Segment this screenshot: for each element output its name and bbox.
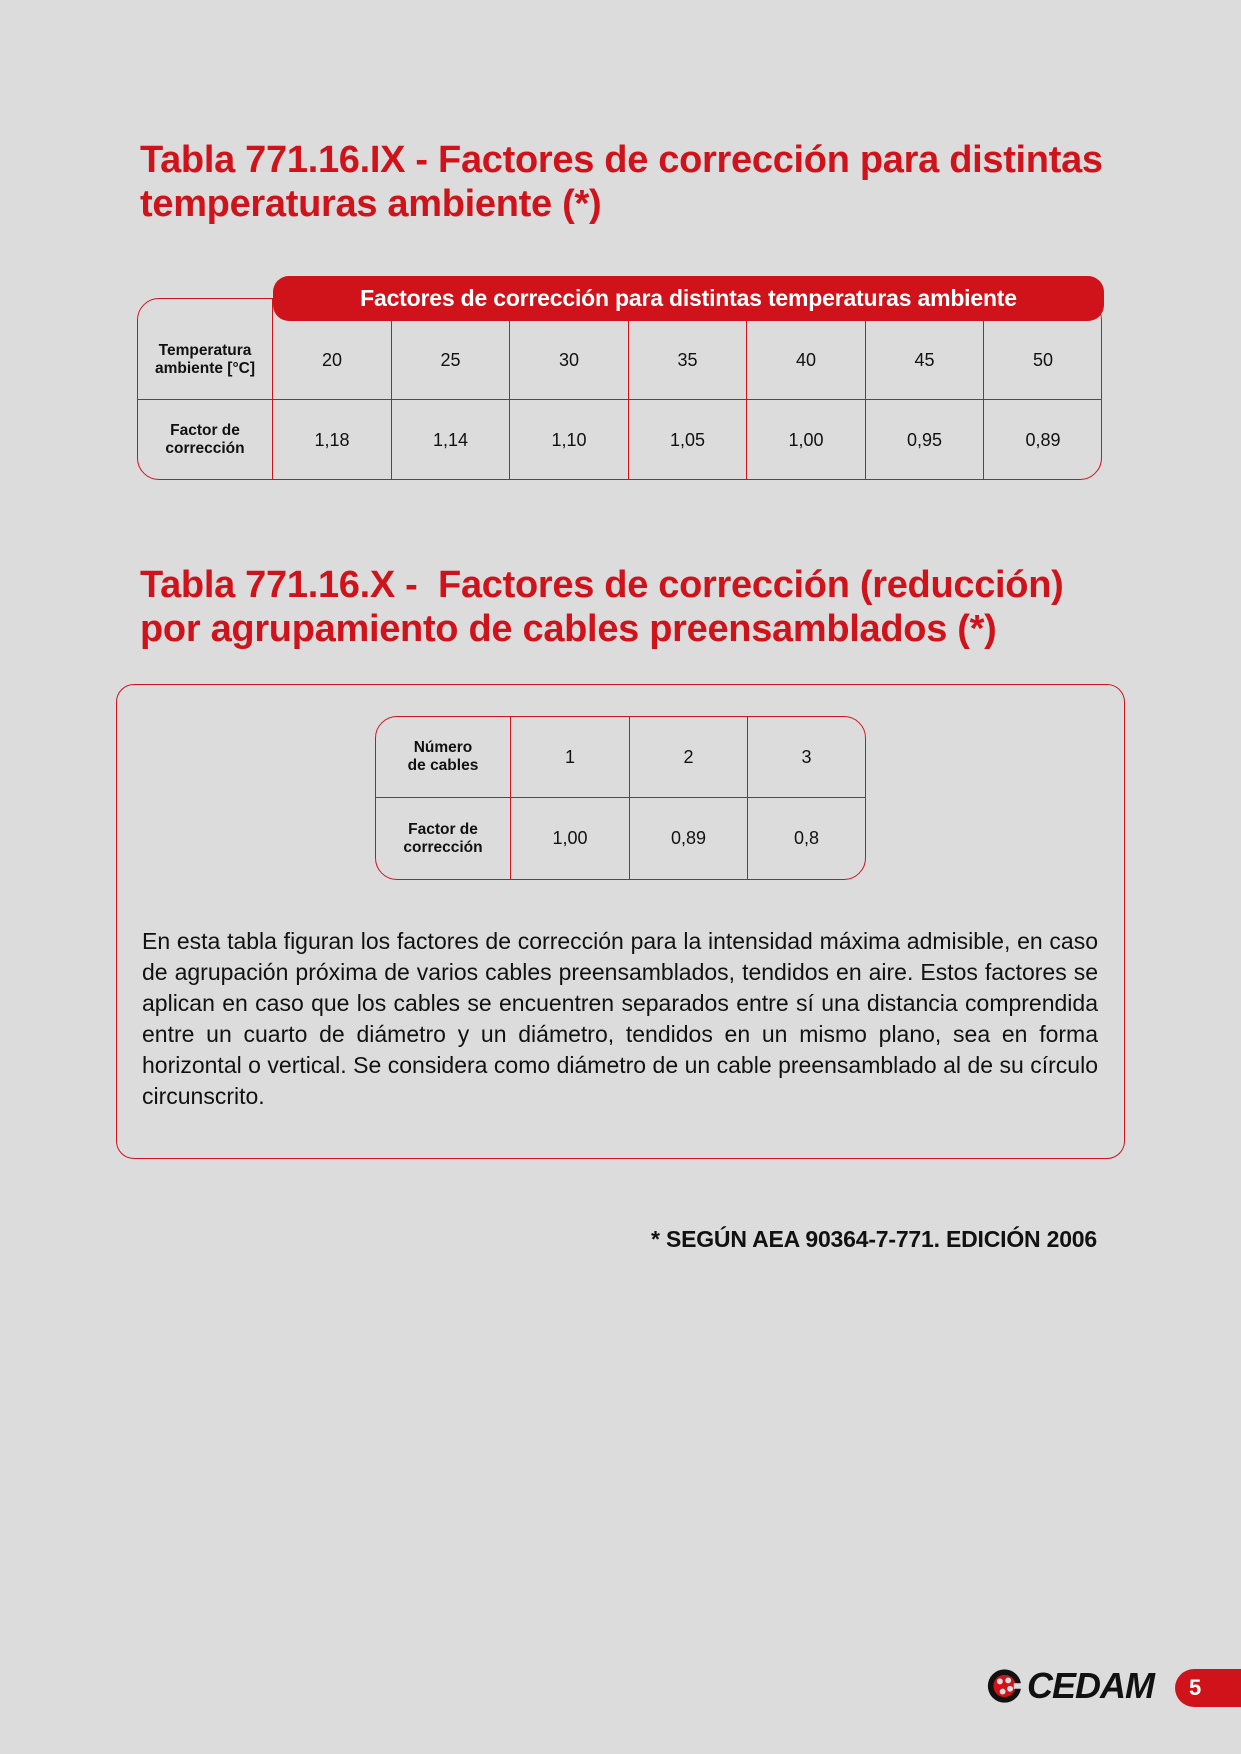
brand-name: CEDAM xyxy=(1027,1665,1154,1706)
cables-cell: 3 xyxy=(801,746,812,767)
cables-cell: 1 xyxy=(564,746,575,767)
cables-cell: 2 xyxy=(683,746,694,767)
explanation-paragraph: En esta tabla figuran los factores de corrección para la intensidad máxima admisible, en caso de agrupación próxima de varios cables preensamblados, tendidos en aire. Estos factores se aplican en caso que los cables se encuentren separados entre sí una distancia comprendida entre un cuarto de diámetro y un diámetro, tendidos en un mismo plano, sea en forma horizontal o vertical. Se considera como diámetro de un cable preensamblado al de su círculo circunscrito. xyxy=(142,928,1098,1109)
factor-cell: 1,00 xyxy=(552,828,588,848)
table1-title-line1: Tabla 771.16.IX - Factores de corrección para distintas xyxy=(140,139,1103,181)
temp-cell: 50 xyxy=(1032,349,1054,370)
temp-cell: 35 xyxy=(677,349,698,370)
table2-title xyxy=(140,563,1063,651)
row-label-factor: Factor de corrección xyxy=(165,421,245,457)
factor-cell: 0,89 xyxy=(670,828,707,848)
temperature-correction-table xyxy=(137,276,1104,482)
temp-cell: 30 xyxy=(558,349,580,370)
grouping-correction-table xyxy=(375,716,866,880)
temp-cell: 45 xyxy=(914,349,935,370)
page-number: 5 xyxy=(1189,1675,1202,1700)
factor-cell: 1,14 xyxy=(432,429,469,450)
table2-title-line2: por agrupamiento de cables preensamblados (*) xyxy=(140,608,997,650)
temp-cell: 40 xyxy=(795,349,817,370)
factor-cell: 1,18 xyxy=(314,429,350,450)
row-label-factor: Factor de corrección xyxy=(403,820,483,856)
factor-cell: 0,95 xyxy=(906,429,943,450)
factor-cell: 0,89 xyxy=(1025,429,1061,450)
factor-cell: 1,05 xyxy=(669,429,706,450)
cable-logo-icon xyxy=(986,1666,1023,1706)
cedam-logo xyxy=(986,1666,1154,1706)
row-label-temperature: Temperatura ambiente [°C] xyxy=(154,342,256,377)
table2-title-line1: Tabla 771.16.X - Factores de corrección (reducción) xyxy=(140,564,1064,606)
table1-title-line2: temperaturas ambiente (*) xyxy=(140,183,602,225)
factor-cell: 1,00 xyxy=(788,429,824,450)
row-label-cables: Número de cables xyxy=(407,739,479,774)
temp-cell: 25 xyxy=(440,349,461,370)
temp-cell: 20 xyxy=(321,349,343,370)
factor-cell: 1,10 xyxy=(551,429,587,450)
page-number-badge xyxy=(1175,1669,1241,1707)
factor-cell: 0,8 xyxy=(793,828,820,848)
table1-header: Factores de corrección para distintas temperaturas ambiente xyxy=(273,276,1104,321)
source-note: * SEGÚN AEA 90364-7-771. EDICIÓN 2006 xyxy=(651,1226,1097,1252)
table1-title xyxy=(140,138,1103,226)
